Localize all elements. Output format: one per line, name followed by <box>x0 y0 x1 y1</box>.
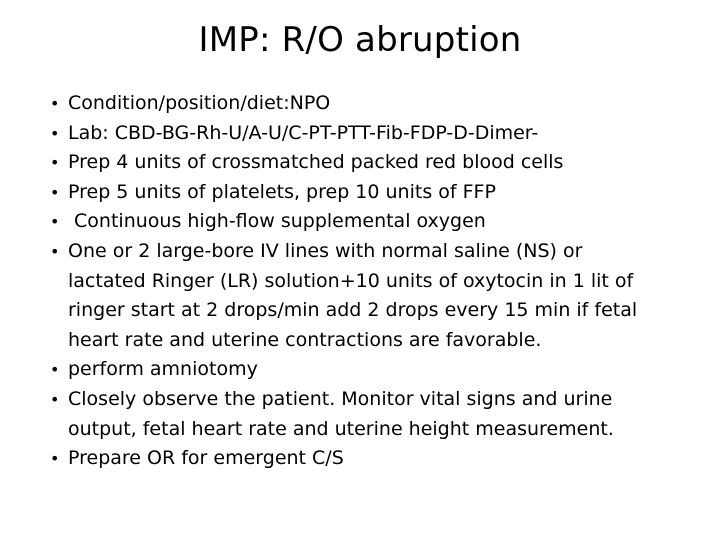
bullet-text: Prepare OR for emergent C/S <box>68 447 344 470</box>
bullet-text: Condition/position/diet:NPO <box>68 92 331 114</box>
bullet-icon: • <box>50 449 60 469</box>
bullet-text-line: lactated Ringer (LR) solution+10 units of oxytocin in 1 lit of <box>68 269 634 292</box>
bullet-item <box>50 119 660 149</box>
bullet-icon: • <box>50 94 60 113</box>
bullet-icon: • <box>50 212 60 232</box>
bullet-text: Prep 4 units of crossmatched packed red blood cells <box>68 151 564 174</box>
bullet-text: Prep 5 units of platelets, prep 10 units of FFP <box>68 180 496 203</box>
bullet-item <box>50 148 660 178</box>
bullet-text-line: output, fetal heart rate and uterine height measurement. <box>68 417 614 440</box>
bullet-item <box>50 444 660 474</box>
bullet-icon: • <box>50 182 60 202</box>
bullet-item <box>50 207 660 237</box>
bullet-text: perform amniotomy <box>68 358 258 381</box>
bullet-item <box>50 355 660 385</box>
bullet-item <box>50 178 660 208</box>
bullet-text-line: One or 2 large-bore IV lines with normal saline (NS) or <box>68 239 583 262</box>
bullet-icon: • <box>50 153 60 173</box>
bullet-icon: • <box>50 389 60 409</box>
bullet-icon: • <box>50 123 60 143</box>
bullet-item <box>50 385 660 444</box>
bullet-list <box>50 89 660 474</box>
bullet-text-line: ringer start at 2 drops/min add 2 drops every 15 min if fetal <box>68 299 638 322</box>
slide-title: IMP: R/O abruption <box>198 20 522 60</box>
bullet-icon: • <box>50 241 60 261</box>
bullet-item <box>50 89 660 119</box>
bullet-text-line: heart rate and uterine contractions are favorable. <box>68 328 542 351</box>
bullet-text: Lab: CBD-BG-Rh-U/A-U/C-PT-PTT-Fib-FDP-D-Dimer- <box>68 121 539 144</box>
bullet-item <box>50 237 660 355</box>
bullet-text-line: Closely observe the patient. Monitor vital signs and urine <box>68 387 613 410</box>
bullet-text: Continuous high-flow supplemental oxygen <box>68 210 486 233</box>
bullet-icon: • <box>50 360 60 380</box>
